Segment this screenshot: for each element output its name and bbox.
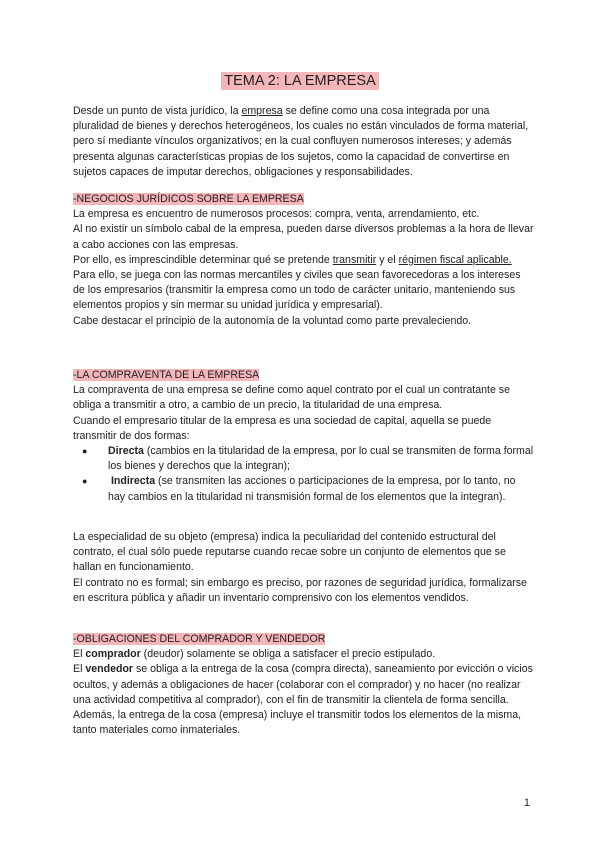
- paragraph: [73, 662, 535, 708]
- paragraph: Cuando el empresario titular de la empresa es una sociedad de capital, aquella se puede transmitir de dos formas:: [73, 414, 492, 442]
- text: y el: [376, 253, 399, 266]
- intro-a: Desde un punto de vista jurídico, la: [73, 105, 242, 117]
- text: El: [73, 663, 86, 676]
- underlined-text: régimen fiscal aplicable.: [398, 253, 512, 266]
- paragraph: Al no existir un símbolo cabal de la empresa, pueden darse diversos problemas a la hora de llevar a cabo acciones con las empresas.: [73, 223, 534, 251]
- intro-paragraph: [73, 104, 535, 180]
- section-compraventa: [73, 368, 535, 505]
- text: (se transmiten las acciones o participaciones de la empresa, por lo tanto, no hay cambios en la titularidad ni transmisión formal de los elementos que la integran).: [108, 475, 516, 503]
- page-title: [0, 72, 600, 90]
- bold-text: Directa: [108, 445, 144, 458]
- title-text: TEMA 2: LA EMPRESA: [221, 72, 379, 90]
- paragraph: [73, 647, 535, 662]
- list-item: [73, 444, 535, 474]
- section-obligaciones: [73, 632, 535, 738]
- intro-empresa: empresa: [241, 105, 283, 117]
- section-heading: -LA COMPRAVENTA DE LA EMPRESA: [73, 369, 260, 381]
- paragraph: La especialidad de su objeto (empresa) indica la peculiaridad del contenido estructural del contrato, el cual sólo puede reputarse cuando recae sobre un conjunto de elementos que se hallan en funcionamiento.: [73, 531, 506, 574]
- paragraph: La empresa es encuentro de numerosos procesos: compra, venta, arrendamiento, etc.: [73, 208, 480, 221]
- text: Por ello, es imprescindible determinar qué se pretende: [73, 253, 333, 266]
- bullet-list: [73, 444, 535, 505]
- paragraph: El contrato no es formal; sin embargo es preciso, por razones de seguridad jurídica, formalizarse en escritura pública y añadir un inventario comprensivo con los elementos vendidos.: [73, 576, 527, 604]
- intro-c: se define como una cosa integrada por una pluralidad de bienes y derechos heterogéneos, los cuales no están vinculados de forma material, pero sí mediante vínculos organizativos; en la cual confluyen numerosos intereses; y además presenta algunas características propias de los sujetos, como la capacidad de convertirse en sujetos capaces de imputar derechos, obligaciones y responsabilidades.: [73, 105, 529, 178]
- paragraph: Además, la entrega de la cosa (empresa) incluye el transmitir todos los elementos de la misma, tanto materiales como inmateriales.: [73, 709, 522, 737]
- bold-text: Indirecta: [110, 475, 156, 488]
- text: (cambios en la titularidad de la empresa, por lo cual se transmiten de forma formal los bienes y derechos que la integran);: [108, 445, 534, 473]
- section-heading: -OBLIGACIONES DEL COMPRADOR Y VENDEDOR: [73, 633, 326, 645]
- bold-text: vendedor: [85, 663, 134, 676]
- section-compraventa-cont: [73, 530, 535, 606]
- underlined-text: transmitir: [332, 253, 377, 266]
- text: se obliga a la entrega de la cosa (compra directa), saneamiento por evicción o vicios ocultos, y además a obligaciones de hacer (colaborar con el comprador) y no hacer (no realizar una actividad competitiva al comprador), con el fin de transmitir la clientela de forma sencilla.: [73, 663, 533, 706]
- paragraph: [73, 253, 535, 268]
- text: (deudor) solamente se obliga a satisfacer el precio estipulado.: [140, 648, 436, 661]
- paragraph: Cabe destacar el principio de la autonomía de la voluntad como parte prevaleciendo.: [73, 314, 472, 327]
- text: El: [73, 648, 86, 661]
- section-heading: -NEGOCIOS JURÍDICOS SOBRE LA EMPRESA: [73, 193, 304, 205]
- paragraph: Para ello, se juega con las normas mercantiles y civiles que sean favorecedoras a los intereses de los empresarios (transmitir la empresa como un todo de carácter unitario, manteniendo sus elementos propios y sin mermar su unidad jurídica y empresarial).: [73, 269, 521, 312]
- page-number: 1: [523, 797, 530, 809]
- section-negocios: [73, 192, 535, 329]
- bold-text: comprador: [85, 648, 141, 661]
- paragraph: La compraventa de una empresa se define como aquel contrato por el cual un contratante se obliga a transmitir a otro, a cambio de un precio, la titularidad de una empresa.: [73, 384, 510, 412]
- list-item: [73, 474, 535, 504]
